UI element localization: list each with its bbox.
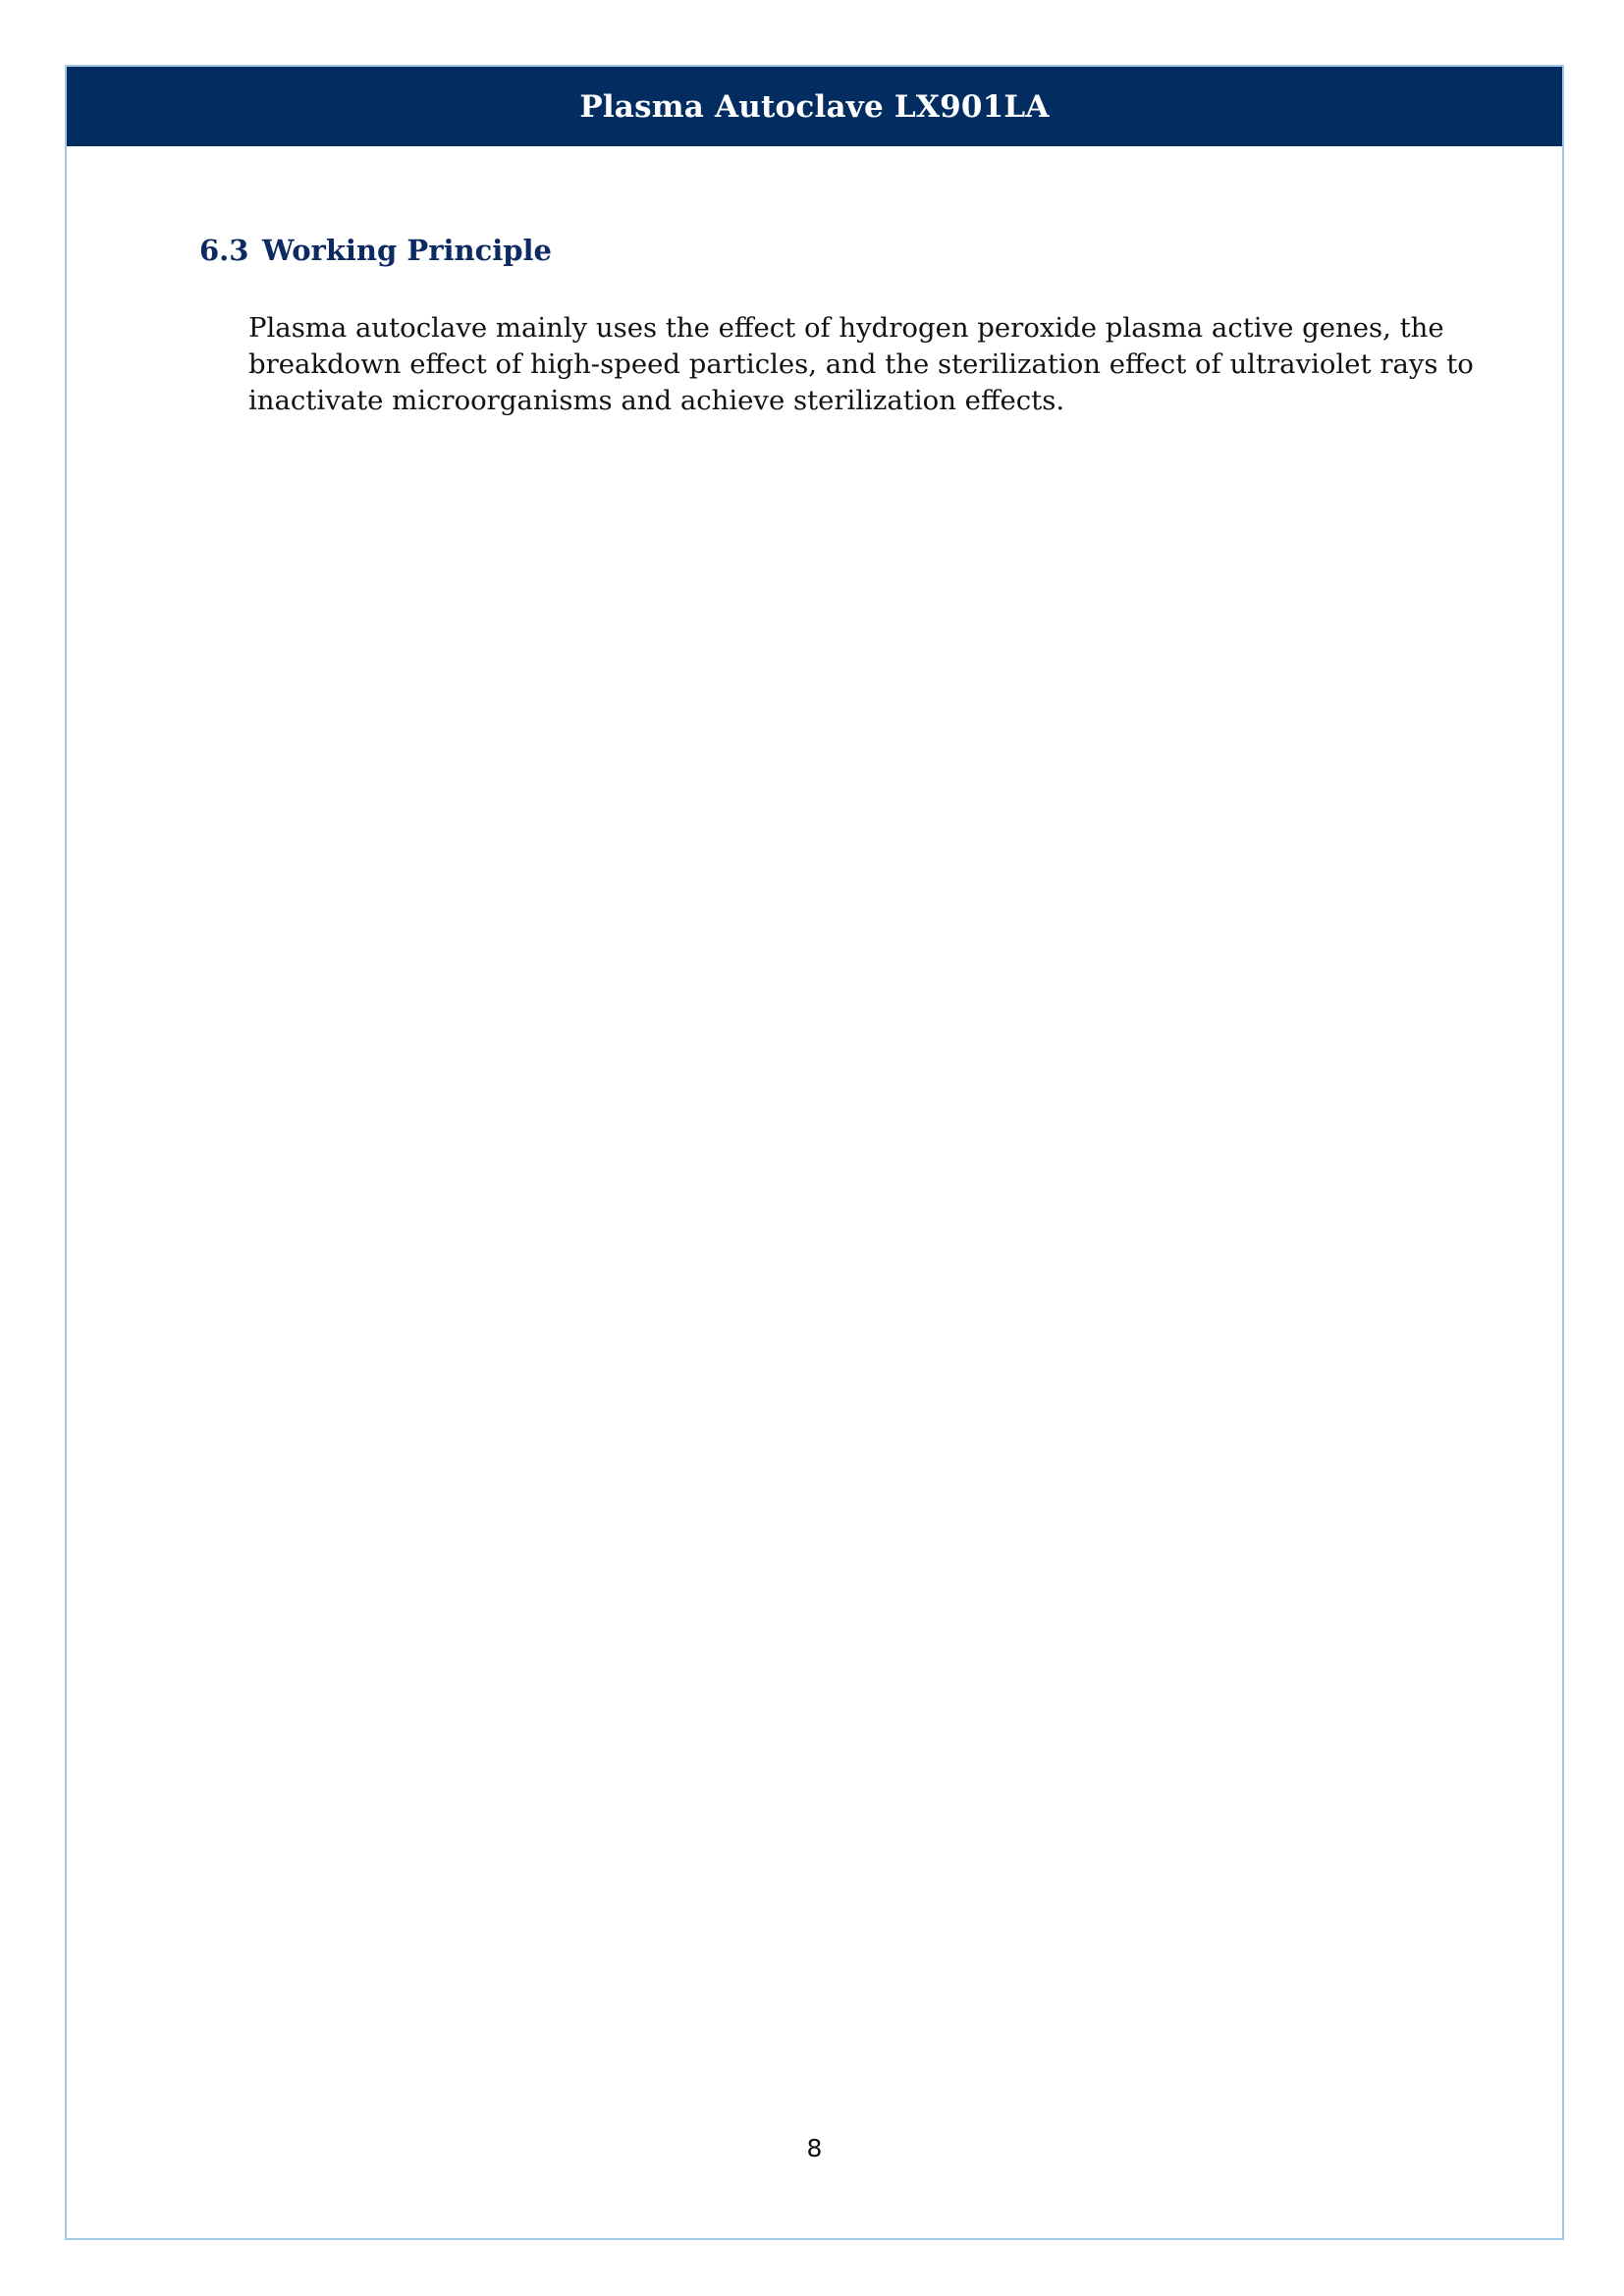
header-bar	[67, 67, 1562, 146]
section-number: 6.3	[199, 234, 249, 267]
section-title: Working Principle	[262, 234, 552, 267]
section-body-text: Plasma autoclave mainly uses the effect of hydrogen peroxide plasma active genes, the breakdown effect of high-speed particles, and the sterilization effect of ultraviolet rays to inactivate microorganisms and achieve sterilization effects.	[248, 312, 1474, 416]
page-frame	[65, 65, 1564, 2240]
section-heading	[199, 234, 552, 267]
document-title: Plasma Autoclave LX901LA	[579, 88, 1050, 125]
page-number: 8	[806, 2134, 823, 2163]
